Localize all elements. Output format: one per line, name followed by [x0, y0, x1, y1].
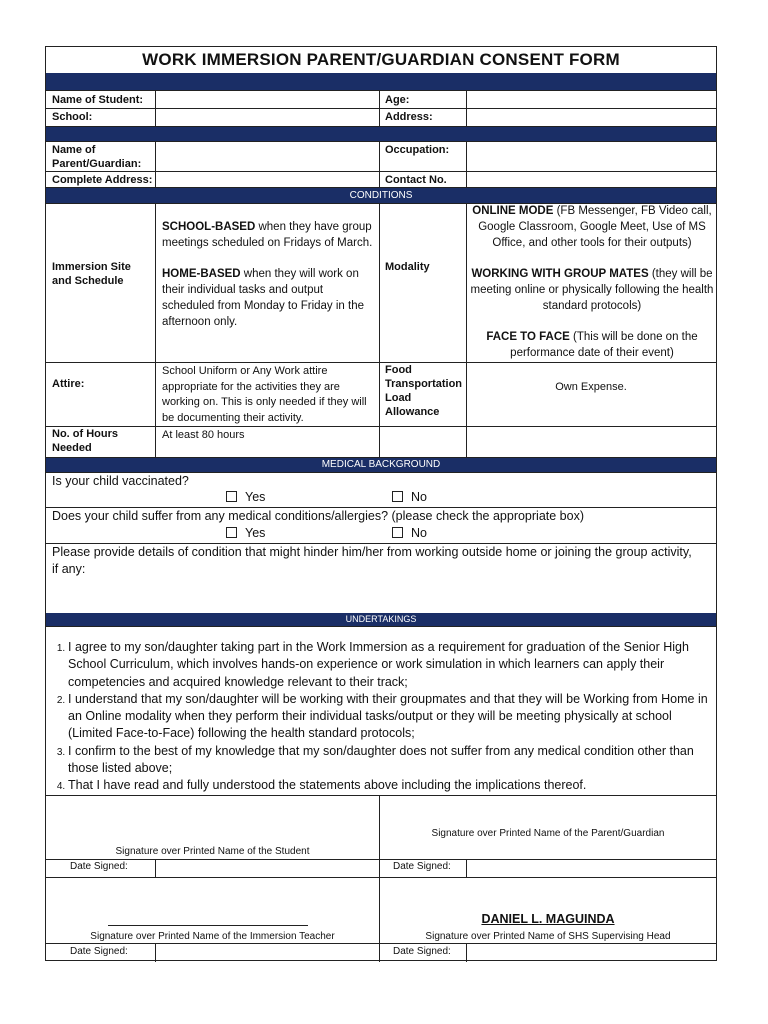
school-label: School: [52, 111, 93, 123]
undertaking-item: 4. That I have read and fully understood the statements above including the implications thereof. [68, 777, 712, 794]
parent-date-field[interactable] [467, 860, 715, 877]
school-field[interactable] [156, 109, 378, 126]
address-field[interactable] [467, 109, 715, 126]
home-based-text: when they will work on their individual tasks and output scheduled from Monday to Friday in the afternoon only. [162, 268, 364, 328]
undertaking-item: 1. I agree to my son/daughter taking part in the Work Immersion as a requirement for graduation of the Senior High School Curriculum, which involves hands-on experience or work simulation in which learners can apply their competencies and acquired knowledge relevant to their track; [68, 639, 712, 691]
student-date-label: Date Signed: [70, 861, 128, 872]
yes-label: Yes [245, 526, 266, 540]
school-based-title: SCHOOL-BASED [162, 221, 256, 233]
conditions-question: Does your child suffer from any medical conditions/allergies? (please check the appropriate box) [52, 509, 584, 523]
vaccinated-question: Is your child vaccinated? [52, 474, 189, 488]
conditions-no-option[interactable] [392, 525, 427, 542]
no-label: No [411, 526, 427, 540]
vaccinated-no-option[interactable] [392, 489, 427, 506]
food-allowance-label: Food Transportation Load Allowance [385, 364, 463, 418]
group-mates-title: WORKING WITH GROUP MATES [471, 268, 649, 280]
face-to-face-text: (This will be done on the performance date of their event) [510, 331, 698, 359]
vaccinated-yes-checkbox[interactable] [226, 491, 237, 502]
parent-signature-caption: Signature over Printed Name of the Parent/Guardian [431, 828, 665, 839]
site-schedule-text [162, 219, 374, 330]
head-signature-caption: Signature over Printed Name of SHS Supervising Head [425, 931, 671, 942]
student-date-field[interactable] [156, 860, 378, 877]
home-based-title: HOME-BASED [162, 268, 241, 280]
head-date-field[interactable] [467, 944, 715, 961]
head-name: DANIEL L. MAGUINDA [481, 912, 615, 926]
undertakings-header: UNDERTAKINGS [46, 613, 716, 626]
student-signature-caption: Signature over Printed Name of the Student [115, 846, 310, 857]
student-name-label: Name of Student: [52, 94, 144, 106]
modality-label: Modality [385, 261, 430, 273]
conditions-header: CONDITIONS [46, 187, 716, 203]
group-mates-text: (they will be meeting online or physically following the health standard protocols) [470, 268, 714, 312]
head-date-label: Date Signed: [393, 946, 451, 957]
complete-address-label: Complete Address: [52, 174, 153, 186]
school-based-text: when they have group meetings scheduled on Fridays of March. [162, 221, 373, 249]
conditions-no-checkbox[interactable] [392, 527, 403, 538]
site-label: Immersion Site and Schedule [52, 261, 131, 287]
complete-address-field[interactable] [156, 172, 378, 187]
undertaking-item: 3. I confirm to the best of my knowledge that my son/daughter does not suffer from any medical condition other than those listed above; [68, 743, 712, 778]
parent-name-field[interactable] [156, 142, 378, 171]
student-name-field[interactable] [156, 91, 378, 108]
occupation-label: Occupation: [385, 144, 450, 156]
title-bar [46, 73, 716, 90]
online-mode-text: (FB Messenger, FB Video call, Google Classroom, Google Meet, Use of MS Office, and other tools for their outputs) [478, 205, 712, 249]
online-mode-title: ONLINE MODE [472, 205, 554, 217]
undertakings-list [46, 639, 712, 795]
food-allowance-text: Own Expense. [555, 381, 627, 393]
yes-label: Yes [245, 490, 266, 504]
conditions-yes-checkbox[interactable] [226, 527, 237, 538]
vaccinated-yes-option[interactable] [226, 489, 265, 506]
consent-form [45, 46, 717, 961]
teacher-date-field[interactable] [156, 944, 378, 961]
attire-label: Attire: [52, 378, 85, 390]
attire-text: School Uniform or Any Work attire appropriate for the activities they are working on. This is only needed if they will be documenting their activity. [162, 365, 367, 424]
contact-field[interactable] [467, 172, 715, 187]
section-bar [46, 126, 716, 141]
teacher-signature-caption: Signature over Printed Name of the Immersion Teacher [90, 931, 335, 942]
conditions-yes-option[interactable] [226, 525, 265, 542]
teacher-signature-line [108, 925, 308, 926]
hours-label: No. of Hours Needed [52, 428, 118, 454]
parent-date-label: Date Signed: [393, 861, 451, 872]
occupation-field[interactable] [467, 142, 715, 171]
medical-header: MEDICAL BACKGROUND [46, 457, 716, 472]
address-label: Address: [385, 111, 433, 123]
condition-details-prompt: Please provide details of condition that might hinder him/her from working outside home or joining the group activity, if any: [52, 545, 692, 576]
age-label: Age: [385, 94, 410, 106]
undertaking-item: 2. I understand that my son/daughter will be working with their groupmates and that they will be Working from Home in an Online modality when they perform their individual tasks/output or they will be meeting physically at school (Limited Face-to-Face) following the health standard protocols; [68, 691, 712, 743]
teacher-date-label: Date Signed: [70, 946, 128, 957]
form-title: WORK IMMERSION PARENT/GUARDIAN CONSENT FORM [142, 50, 620, 69]
condition-details-field[interactable] [52, 579, 710, 611]
face-to-face-title: FACE TO FACE [486, 331, 570, 343]
contact-label: Contact No. [385, 174, 447, 186]
no-label: No [411, 490, 427, 504]
hours-text: At least 80 hours [162, 429, 245, 441]
modality-text [470, 203, 714, 361]
age-field[interactable] [467, 91, 715, 108]
parent-name-label: Name of Parent/Guardian: [52, 144, 142, 170]
vaccinated-no-checkbox[interactable] [392, 491, 403, 502]
